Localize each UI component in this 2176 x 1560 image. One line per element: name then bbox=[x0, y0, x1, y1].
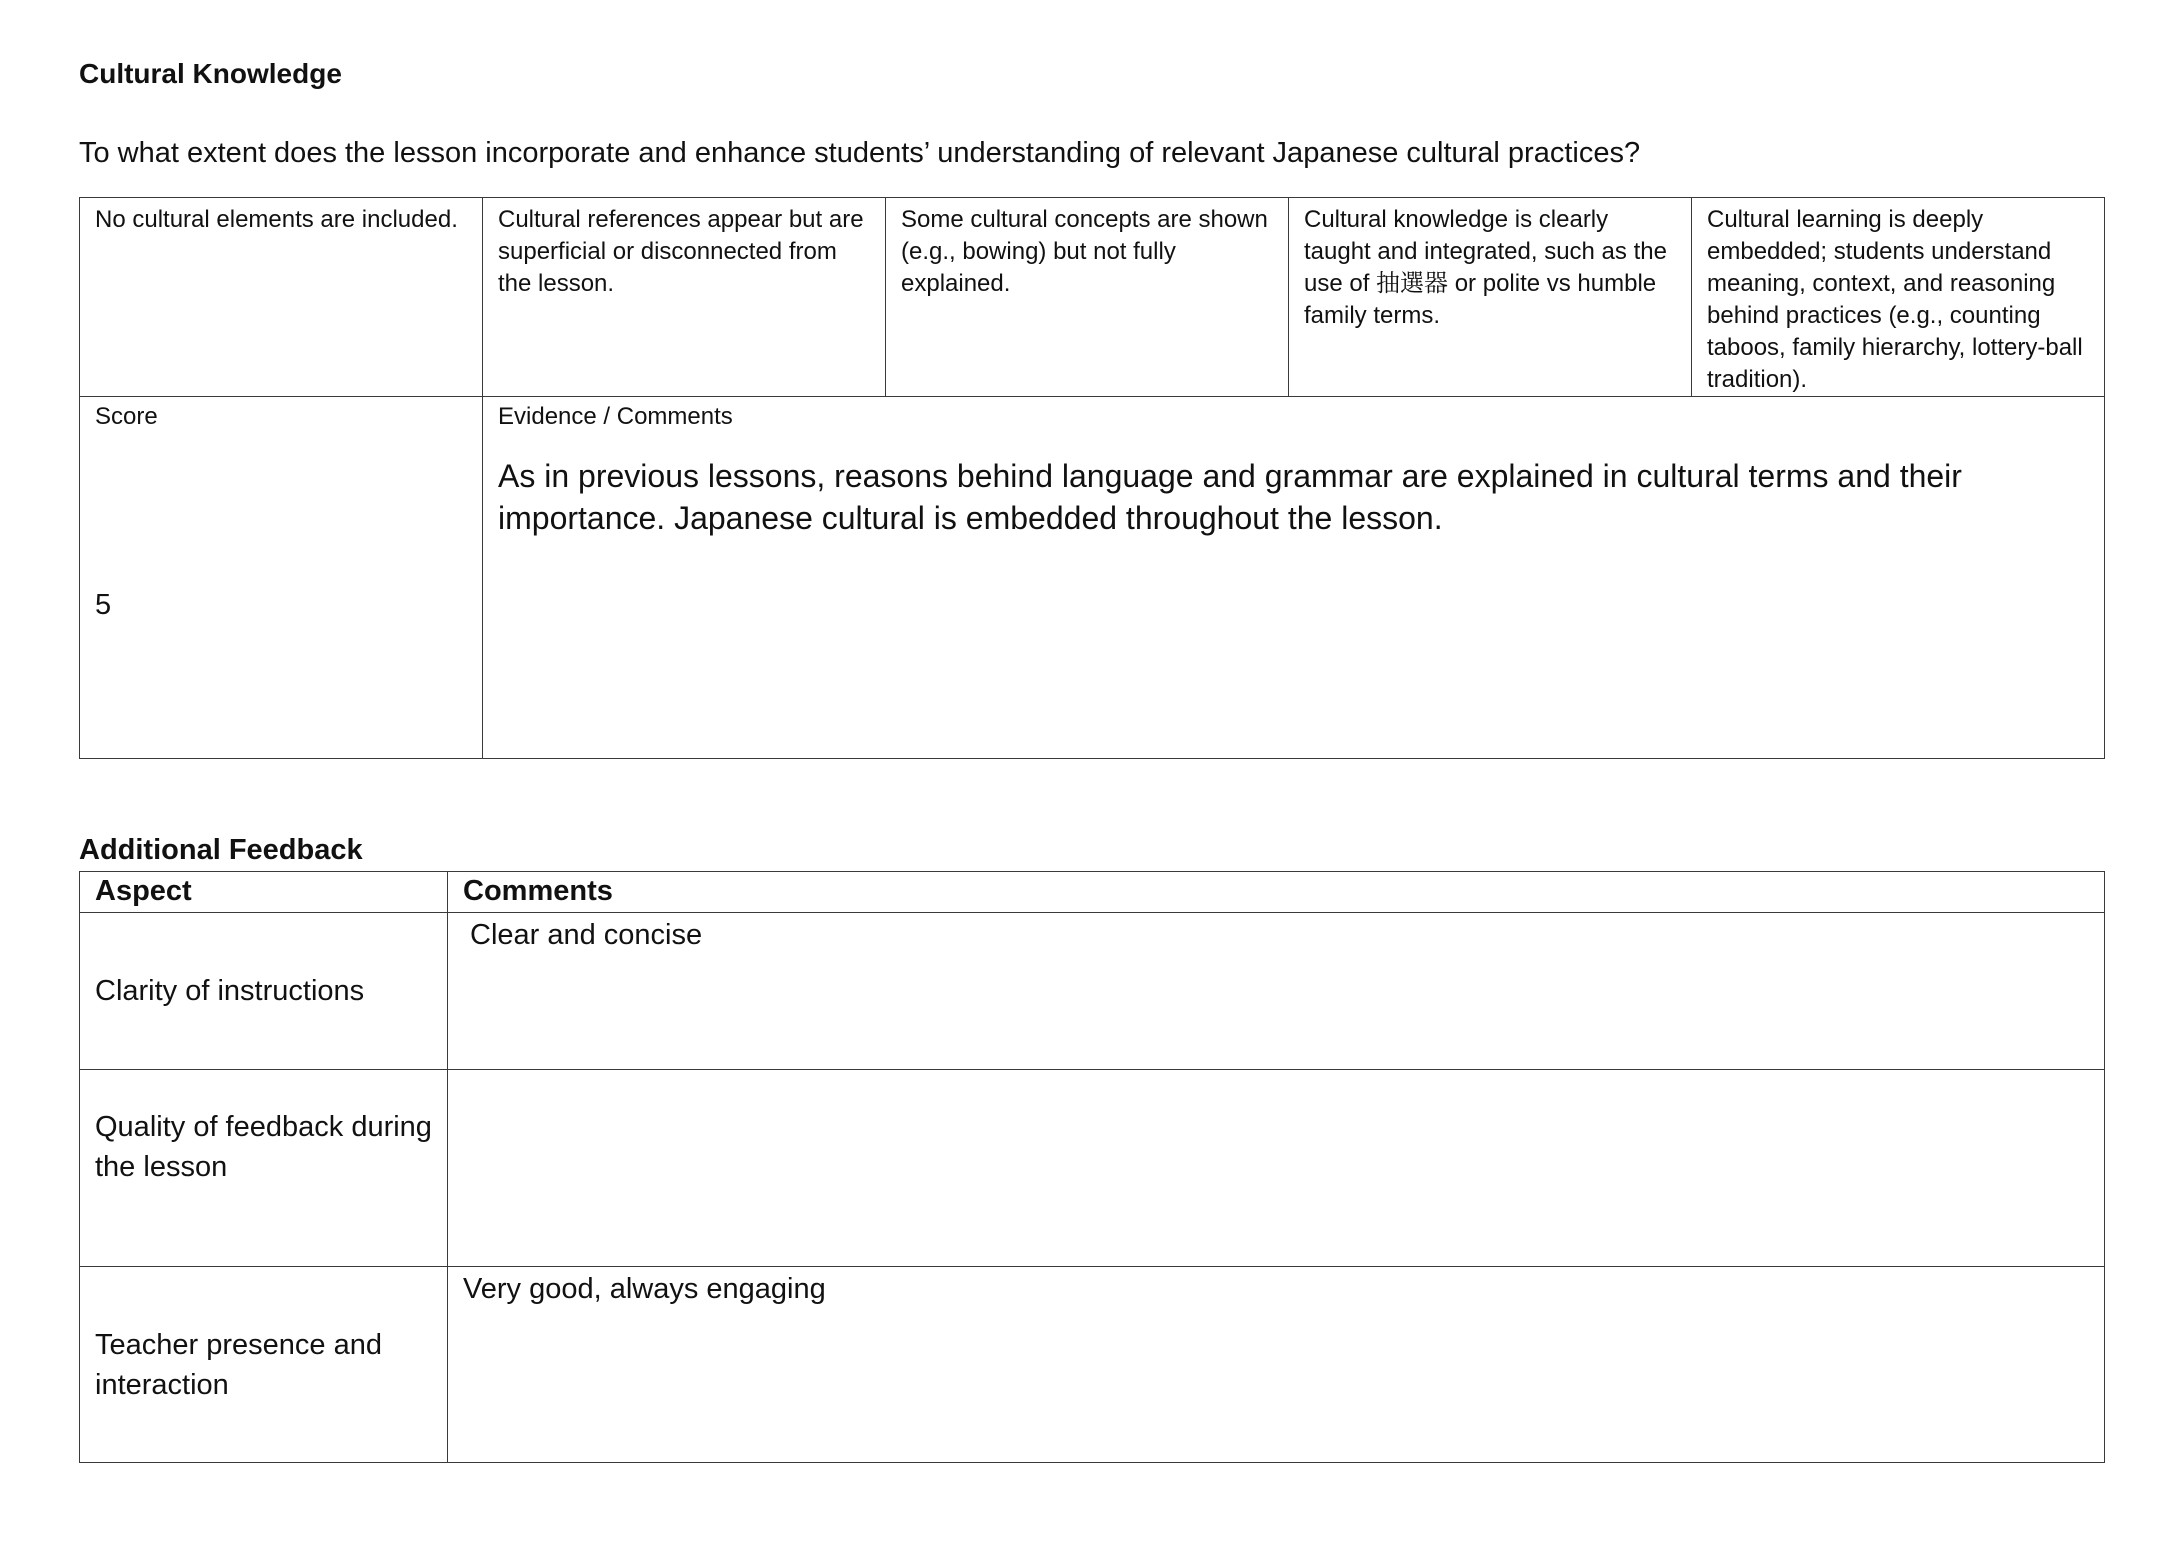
feedback-aspect: Clarity of instructions bbox=[80, 913, 448, 1070]
feedback-comment-text: Clear and concise bbox=[470, 919, 703, 951]
score-evidence-row bbox=[80, 397, 2105, 759]
feedback-comment[interactable] bbox=[448, 1070, 2105, 1267]
cultural-knowledge-question: To what extent does the lesson incorporate and enhance students’ understanding of relevant Japanese cultural practices? bbox=[79, 137, 1641, 169]
feedback-header-row bbox=[80, 872, 2105, 913]
rubric-level-5: Cultural learning is deeply embedded; students understand meaning, context, and reasoning behind practices (e.g., counting taboos, family hierarchy, lottery-ball tradition). bbox=[1692, 198, 2105, 397]
rubric-level-2: Cultural references appear but are superficial or disconnected from the lesson. bbox=[483, 198, 886, 397]
feedback-comment[interactable] bbox=[448, 913, 2105, 1070]
section-heading-additional-feedback: Additional Feedback bbox=[79, 834, 363, 866]
rubric-levels-row bbox=[80, 198, 2105, 397]
score-cell[interactable] bbox=[80, 397, 483, 759]
feedback-row bbox=[80, 1070, 2105, 1267]
feedback-table bbox=[79, 871, 2105, 1463]
score-value: 5 bbox=[95, 589, 112, 621]
rubric-table bbox=[79, 197, 2105, 759]
feedback-aspect: Teacher presence and interaction bbox=[80, 1267, 448, 1463]
rubric-level-1: No cultural elements are included. bbox=[80, 198, 483, 397]
feedback-aspect: Quality of feedback during the lesson bbox=[80, 1070, 448, 1267]
column-header-comments: Comments bbox=[448, 872, 2105, 913]
evidence-text: As in previous lessons, reasons behind language and grammar are explained in cultural terms and their importance. Japanese cultural is embedded throughout the lesson. bbox=[498, 458, 1962, 536]
feedback-comment[interactable] bbox=[448, 1267, 2105, 1463]
rubric-level-4: Cultural knowledge is clearly taught and integrated, such as the use of 抽選器 or polite vs humble family terms. bbox=[1289, 198, 1692, 397]
evidence-cell[interactable] bbox=[483, 397, 2105, 759]
score-label: Score bbox=[95, 403, 158, 430]
rubric-level-3: Some cultural concepts are shown (e.g., bowing) but not fully explained. bbox=[886, 198, 1289, 397]
feedback-comment-text: Very good, always engaging bbox=[463, 1273, 826, 1305]
section-heading-cultural-knowledge: Cultural Knowledge bbox=[79, 58, 342, 89]
column-header-aspect: Aspect bbox=[80, 872, 448, 913]
feedback-row bbox=[80, 913, 2105, 1070]
evidence-label: Evidence / Comments bbox=[498, 403, 733, 430]
feedback-row bbox=[80, 1267, 2105, 1463]
